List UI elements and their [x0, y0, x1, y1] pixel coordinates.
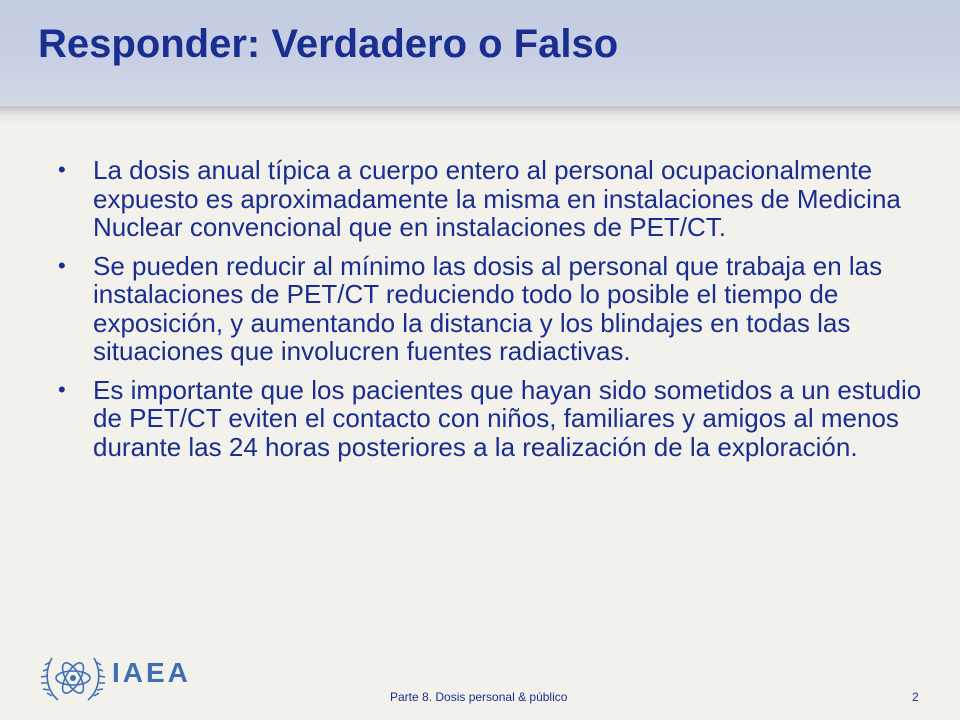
- bullet-text: La dosis anual típica a cuerpo entero al personal ocupacionalmente expuesto es aproximadamente la misma en instalaciones de Medicina Nuclear convencional que en instalaciones de PET/CT.: [93, 155, 901, 242]
- bullet-text: Es importante que los pacientes que hayan sido sometidos a un estudio de PET/CT eviten el contacto con niños, familiares y amigos al menos durante las 24 horas posteriores a la realización de la exploración.: [93, 374, 922, 462]
- footer-text: Parte 8. Dosis personal & público: [390, 690, 568, 704]
- bullet-dot: •: [58, 376, 66, 402]
- title-band-shadow: [0, 106, 960, 124]
- bullet-item: [58, 376, 928, 462]
- bullet-item: [58, 252, 928, 366]
- iaea-logo-text: IAEA: [112, 657, 191, 688]
- slide-title: Responder: Verdadero o Falso: [38, 22, 619, 66]
- bullet-list: [58, 156, 928, 471]
- page-number: 2: [912, 690, 919, 704]
- bullet-item: [58, 156, 928, 242]
- bullet-dot: •: [58, 157, 66, 182]
- bullet-text: Se pueden reducir al mínimo las dosis al personal que trabaja en las instalaciones de PET/CT reduciendo todo lo posible el tiempo de exposición, y aumentando la distancia y los blindajes en todas las situaciones que involucren fuentes radiactivas.: [93, 250, 883, 366]
- iaea-emblem-icon: [38, 640, 108, 710]
- bullet-dot: •: [58, 252, 66, 278]
